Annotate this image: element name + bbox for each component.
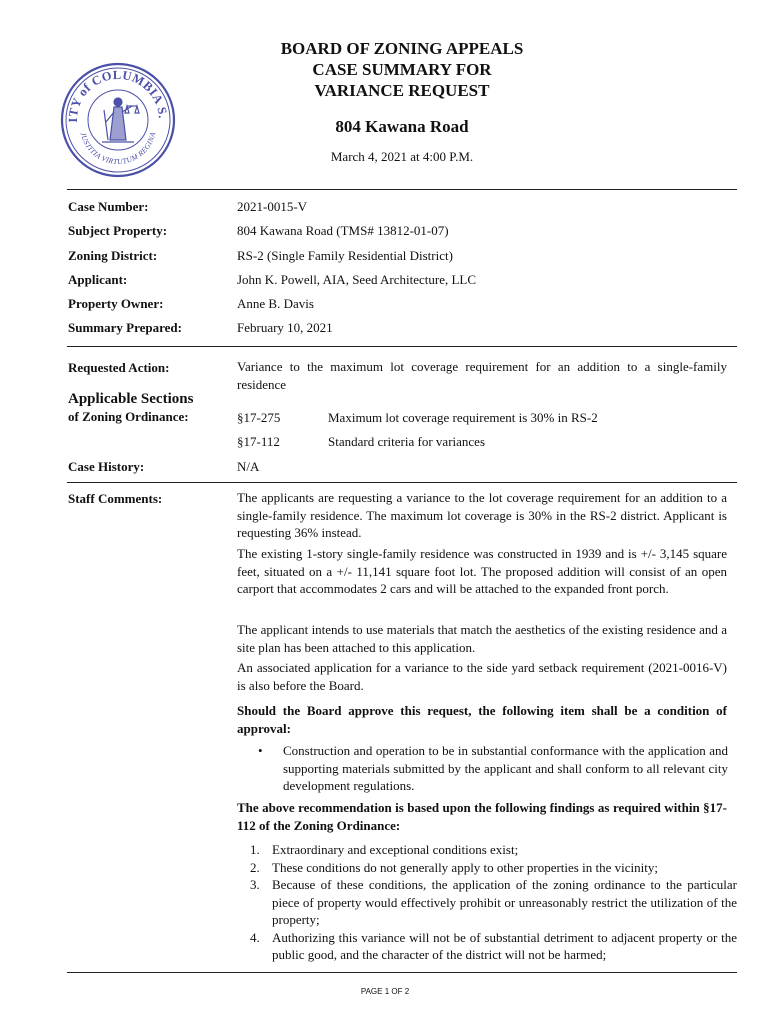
- subject-property-value: 804 Kawana Road (TMS# 13812-01-07): [237, 223, 449, 238]
- bullet: •: [258, 743, 263, 758]
- title-line-3: VARIANCE REQUEST: [314, 81, 490, 100]
- section-description: Standard criteria for variances: [328, 434, 486, 449]
- subject-address: 804 Kawana Road: [335, 117, 469, 136]
- finding-number: 1.: [250, 842, 260, 857]
- applicable-sections-label: Applicable Sections: [68, 391, 194, 407]
- title-line-1: BOARD OF ZONING APPEALS: [280, 39, 524, 58]
- case-number-label: Case Number:: [68, 199, 149, 214]
- title-line-2: CASE SUMMARY FOR: [312, 60, 492, 79]
- summary-prepared-value: February 10, 2021: [237, 320, 333, 335]
- findings-list: [245, 841, 737, 964]
- finding-text: Extraordinary and exceptional conditions exist;: [272, 842, 519, 857]
- divider: [67, 346, 737, 347]
- section-description: Maximum lot coverage requirement is 30% in RS-2: [328, 410, 598, 425]
- case-number-value: 2021-0015-V: [237, 199, 308, 214]
- document-title: [220, 38, 584, 101]
- staff-comment-paragraph: The applicants are requesting a variance to the lot coverage requirement for an addition to a single-family residence. The maximum lot coverage is 30% in the RS-2 district. Applicant is requesting 36% instead.: [237, 490, 727, 540]
- finding-item: [245, 859, 737, 877]
- condition-heading: Should the Board approve this request, the following item shall be a condition of approval:: [237, 703, 727, 736]
- summary-prepared-label: Summary Prepared:: [68, 320, 182, 335]
- page-number: PAGE 1 OF 2: [360, 987, 410, 996]
- finding-item: [245, 841, 737, 859]
- section-number: §17-112: [237, 434, 280, 449]
- finding-number: 4.: [250, 929, 260, 945]
- divider: [67, 482, 737, 483]
- applicant-label: Applicant:: [68, 272, 128, 287]
- svg-text:CITY of COLUMBIA S.C.: ITY of COLUMBIA S.: [65, 67, 171, 123]
- subject-property-label: Subject Property:: [68, 223, 168, 238]
- finding-number: 3.: [250, 877, 260, 892]
- findings-heading: The above recommendation is based upon the following findings as required within §17-112 of the Zoning Ordinance:: [237, 800, 727, 833]
- staff-comment-paragraph: The existing 1-story single-family residence was constructed in 1939 and is +/- 3,145 square feet, situated on a +/- 11,141 square foot lot. The proposed addition will consist of an open carport that accommodates 2 cars and will be attached to the expanded front porch.: [237, 546, 727, 596]
- section-number: §17-275: [237, 410, 281, 425]
- finding-text: Authorizing this variance will not be of substantial detriment to adjacent property or the public good, and the character of the district will not be harmed;: [272, 929, 737, 962]
- staff-comment-paragraph: The applicant intends to use materials that match the aesthetics of the existing residence and a site plan has been attached to this application.: [237, 622, 727, 655]
- finding-number: 2.: [250, 859, 260, 875]
- case-history-value: N/A: [237, 459, 260, 474]
- condition-text: Construction and operation to be in substantial conformance with the application and supporting materials submitted by the applicant and shall conform to all relevant city development regulations.: [283, 743, 728, 793]
- zoning-district-value: RS-2 (Single Family Residential District): [237, 248, 453, 263]
- city-seal-logo: [60, 62, 176, 178]
- footer-divider: [67, 972, 737, 973]
- svg-text:JUSTITIA VIRTUTUM REGINA: JUSTITIA VIRTUTUM REGINA: [78, 131, 158, 167]
- divider: [67, 189, 737, 190]
- requested-action-label: Requested Action:: [68, 360, 170, 375]
- staff-comments-label: Staff Comments:: [68, 491, 163, 506]
- condition-list-item: [258, 742, 728, 795]
- case-history-label: Case History:: [68, 459, 145, 474]
- staff-comment-paragraph: An associated application for a variance to the side yard setback requirement (2021-0016-V) is also before the Board.: [237, 660, 727, 693]
- zoning-district-label: Zoning District:: [68, 248, 158, 263]
- finding-item: [245, 876, 737, 929]
- finding-text: These conditions do not generally apply to other properties in the vicinity;: [272, 859, 658, 875]
- requested-action-text: Variance to the maximum lot coverage requirement for an addition to a single-family residence: [237, 359, 727, 392]
- meeting-date: March 4, 2021 at 4:00 P.M.: [330, 149, 474, 164]
- finding-item: [245, 929, 737, 964]
- applicant-value: John K. Powell, AIA, Seed Architecture, LLC: [237, 272, 477, 287]
- property-owner-value: Anne B. Davis: [237, 296, 314, 311]
- property-owner-label: Property Owner:: [68, 296, 164, 311]
- zoning-ordinance-label: of Zoning Ordinance:: [68, 409, 189, 424]
- finding-text: Because of these conditions, the application of the zoning ordinance to the particular piece of property would effectively prohibit or unreasonably restrict the utilization of the property;: [272, 877, 737, 927]
